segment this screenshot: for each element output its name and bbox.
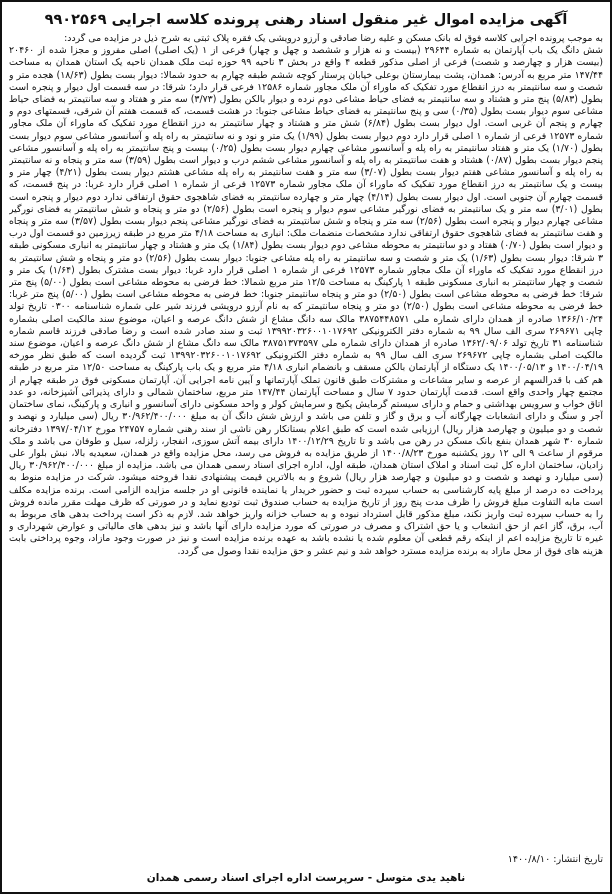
notice-intro-paragraph: به موجب پرونده اجرایی کلاسه فوق له بانک مسکن و علیه رضا صادقی و آرزو درویشی یک فقره پلاک ثبتی به شرح ذیل در مزایده می گردد:	[64, 33, 603, 44]
notice-title: آگهی مزایده اموال غیر منقول اسناد رهنی پرونده کلاسه اجرایی ۹۹۰۲۵۶۹	[44, 12, 568, 28]
publication-date: تاریخ انتشار: ۱۴۰۰/۸/۱۰	[507, 854, 603, 865]
notice-property-paragraph: شش دانگ یک باب آپارتمان به شماره ۲۹۶۴۴ (بیست و نه هزار و ششصد و چهل و چهار) فرعی از ۱ (یک اصلی) اصلی مفروز و مجزا شده از ۲۰۴۶۰ (بیست هزار و چهارصد و شصت) فرعی از اصلی مذکور قطعه ۴ واقع در بخش ۳ ناحیه ۹۹ حوزه ثبت ملک همدان ناحیه یک استان همدان به مساحت ۱۴۷/۴۴ متر مربع به آدرس: همدان، پشت بیمارستان بوعلی خیابان پرستار کوچه ششم طبقه چهارم به حدود شمالا: دیوار بست بطول (۱۸/۶۳) هجده متر و شصت و سه سانتیمتر به درز انقطاع مورد تفکیک که ماوراء آن ملک مجاور شماره ۱۲۵۸۶ فرعی قرار دارد؛ شرقا: در سه قسمت اول دیوار و پنجره است بطول (۵/۸۳) پنج متر و هشتاد و سه سانتیمتر به فضای حیاط مشاعی دوم نرده و دیوار بالکن بطول (۳/۷۳) سه متر و هفتاد و سه سانتیمتر به فضای حیاط مشاعی سوم دیوار بست بطول (۰/۳۵) سی و پنج سانتیمتر به فضای حیاط مشاعی جنوبا: در هشت قسمت، که قسمت هفتم آن شرقی، قسمتهای دوم و چهارم و پنجم آن غربی است. اول دیوار بست بطول (۶/۸۴) شش متر و هشتاد و چهار سانتیمتر به درز انقطاع مورد تفکیک که ماوراء آن ملک مجاور شماره ۱۲۵۷۳ فرعی از شماره ۱ اصلی قرار دارد دوم دیوار بست بطول (۱/۹۹) یک متر و نود و نه سانتیمتر به راه پله و آسانسور مشاعی سوم دیوار بست بطول (۱/۷۰) یک متر و هفتاد سانتیمتر به راه پله و آسانسور مشاعی چهارم دیوار بست بطول (۰/۲۵) بیست و پنج سانتیمتر به راه پله و آسانسور مشاعی پنجم دیوار بست بطول (۰/۸۷) هشتاد و هفت سانتیمتر به راه پله و آسانسور مشاعی ششم درب و دیوار است بطول (۳/۵۹) سه متر و پنجاه و نه سانتیمتر به راه پله و آسانسور مشاعی هفتم دیوار بست بطول (۳/۰۷) سه متر و هفت سانتیمتر به راه پله مشاعی هشتم دیوار بست بطول (۴/۲۱) چهار متر و بیست و یک سانتیمتر به درز انقطاع مورد تفکیک که ماوراء آن ملک مجاور شماره ۱۲۵۷۳ فرعی از شماره ۱ اصلی قرار دارد غربا: در پنج قسمت، که قسمت چهارم آن جنوبی است. اول دیوار بست بطول (۴/۱۴) چهار متر و چهارده سانتیمتر به فضای شاهجوی حقوق ارتفاقی ندارد دوم دیوار و پنجره است بطول (۳/۰۱) سه متر و یک سانتیمتر به فضای نورگیر مشاعی سوم دیوار و پنجره است بطول (۲/۵۶) دو متر و پنجاه و شش سانتیمتر به فضای نورگیر مشاعی چهارم دیوار و پنجره است بطول (۲/۵۶) سه متر و پنجاه و شش سانتیمتر به فضای نورگیر مشاعی پنجم دیوار بست بطول (۳/۵۷) سه متر و پنجاه و هفت سانتیمتر به فضای شاهجوی حقوق ارتفاقی ندارد مشخصات منضمات ملک: انباری به مساحت ۴/۱۸ متر مربع در طبقه زیرزمین دو قسمت اول درب و دیوار است بطول (۰/۷۰) هفتاد و دو سانتیمتر به محوطه مشاعی دوم دیوار بست بطول (۱/۸۴) یک متر و هشتاد و چهار سانتیمتر به انباری مسکونی طبقه ۳ شرقا: دیوار بست بطول (۱/۶۳) یک متر و شصت و سه سانتیمتر به راه پله مشاعی جنوبا: دیوار بست بطول (۲/۵۶) دو متر و پنجاه و شش سانتیمتر به درز انقطاع مورد تفکیک که ماوراء آن ملک مجاور شماره ۱۲۵۷۳ فرعی از شماره ۱ اصلی قرار دارد غربا: دیوار بست مشترک بطول (۱/۶۴) یک متر و شصت و چهار سانتیمتر به انباری مسکونی طبقه ۱ پارکینگ به مساحت ۱۲/۵ متر مربع شمالا: خط فرضی به محوطه مشاعی است بطول (۵/۰۰) پنج متر شرقا: خط فرضی به محوطه مشاعی است بطول (۲/۵۰) دو متر و پنجاه سانتیمتر جنوبا: خط فرضی به محوطه مشاعی است بطول (۵/۰۰) پنج متر غربا: خط فرضی به محوطه مشاعی است بطول (۲/۵۰) دو متر و پنجاه سانتیمتر که به نام آرزو درویشی فرزند شیر علی شماره شناسنامه ۰۳۰۰ تاریخ تولد ۱۳۶۶/۱۰/۲۴ صادره از همدان دارای شماره ملی ۳۸۷۵۴۴۸۵۷۱ مالک سه دانگ مشاع از شش دانگ عرصه و اعیان، موضوع سند مالکیت اصلی بشماره چاپی ۲۶۹۶۷۱ سری الف سال ۹۹ به شماره دفتر الکترونیکی ۱۳۹۹۲۰۳۲۶۰۰۱۰۱۷۶۹۲ ثبت و سند صادر شده است و رضا صادقی فرزند قاسم شماره شناسنامه ۳۱ تاریخ تولد ۱۳۶۲/۰۹/۰۶ صادره از همدان دارای شماره ملی ۳۸۷۵۱۳۷۳۵۹۷ مالک سه دانگ مشاع از شش دانگ عرصه و اعیان، موضوع سند مالکیت اصلی بشماره چاپی ۲۶۹۶۷۲ سری الف سال ۹۹ به شماره دفتر الکترونیکی ۱۳۹۹۲۰۳۲۶۰۰۱۰۱۷۶۹۲ ثبت گردیده است که طبق نظر مورخه ۱۴۰۰/۰۴/۱۹ و ۱۴۰۰/۰۵/۱۳ یک دستگاه از آپارتمان بالکن مسقف و بانضمام انباری ۴/۱۸ متر مربع و یک باب پارکینگ به مساحت ۱۲/۵۰ متر مربع در طبقه هم کف با قدرالسهم از عرصه و سایر مشاعات و مشترکات طبق قانون تملک آپارتمانها و آیین نامه اجرایی آن. آپارتمان مسکونی فوق در طبقه چهارم از مجتمع چهار واحدی واقع است. قدمت آپارتمان حدود ۷ سال و مساحت آپارتمان ۱۴۷/۴۴ متر مربع، ساختمان شمالی و دارای پذیرائی آشپزخانه، دو عدد اتاق خواب و سرویس بهداشتی و حمام و دارای سیستم گرمایش پکیج و سرمایش کولر و واحد مسکونی دارای آسانسور و انباری و پارکینگ، نمای ساختمان آجر و سنگ و دارای انشعابات چهارگانه آب و برق و گاز و تلفن می باشد و ارزش شش دانگ آن به مبلغ ۳۰/۹۶۲/۴۰۰/۰۰۰ ریال (سی میلیارد و نهصد و شصت و دو میلیون و چهارصد هزار ریال) ارزیابی شده است که طبق اعلام بستانکار رهن ناشی از سند رهنی شماره ۲۴۷۵۷ مورخ ۱۳۹۷/۰۴/۱۲ دفترخانه شماره ۳۰ شهر همدان بنفع بانک مسکن در رهن می باشد و تا تاریخ ۱۴۰۰/۱۲/۲۹ دارای بیمه آتش سوزی، انفجار، زلزله، سیل و طوفان می باشد و ملک مرقوم از ساعت ۹ الی ۱۲ روز یکشنبه مورخ ۱۴۰۰/۸/۲۳ از طریق مزایده به فروش می رسد، محل مزایده واقع در همدان، سعیدیه بالا، نبش بلوار علی زادیان، ساختمان اداره کل ثبت اسناد و املاک استان همدان، طبقه اول، اداره اجرای اسناد رسمی همدان می باشد. مزایده از مبلغ ۳۰/۹۶۲/۴۰۰/۰۰۰ ریال (سی میلیارد و نهصد و شصت و دو میلیون و چهارصد هزار ریال) شروع و به بالاترین قیمت پیشنهادی نقدا فروخته میشود. شرکت در مزایده منوط به پرداخت ده درصد از مبلغ پایه کارشناسی به حساب سپرده ثبت و حضور خریدار یا نماینده قانونی او در جلسه مزایده الزامی است. برنده مزایده مکلف است مابه التفاوت مبلغ فروش را ظرف مدت پنج روز از تاریخ مزایده به حساب صندوق ثبت تودیع نماید و در صورتی که ظرف مهلت مقرر مانده فروش را به حساب سپرده ثبت واریز نکند، مبلغ مذکور قابل استرداد نبوده و به حساب خزانه واریز خواهد شد. لازم به ذکر است پرداخت بدهی های مربوط به آب، برق، گاز اعم از حق انشعاب و یا حق اشتراک و مصرف در صورتی که مورد مزایده دارای آنها باشد و نیز بدهی های مالیاتی و عوارض شهرداری و غیره تا تاریخ مزایده اعم از اینکه رقم قطعی آن معلوم شده یا نشده باشد به عهده برنده مزایده است و نیز در صورت وجود مازاد، وجوه پرداختی بابت هزینه های فوق از محل مازاد به برنده مزایده مسترد خواهد شد و نیم عشر و حق مزایده نقدا وصول می گردد.	[9, 45, 603, 557]
notice-body	[9, 33, 603, 851]
notice-signature: ناهید یدی متوسل - سرپرست اداره اجرای اسناد رسمی همدان	[146, 872, 466, 884]
